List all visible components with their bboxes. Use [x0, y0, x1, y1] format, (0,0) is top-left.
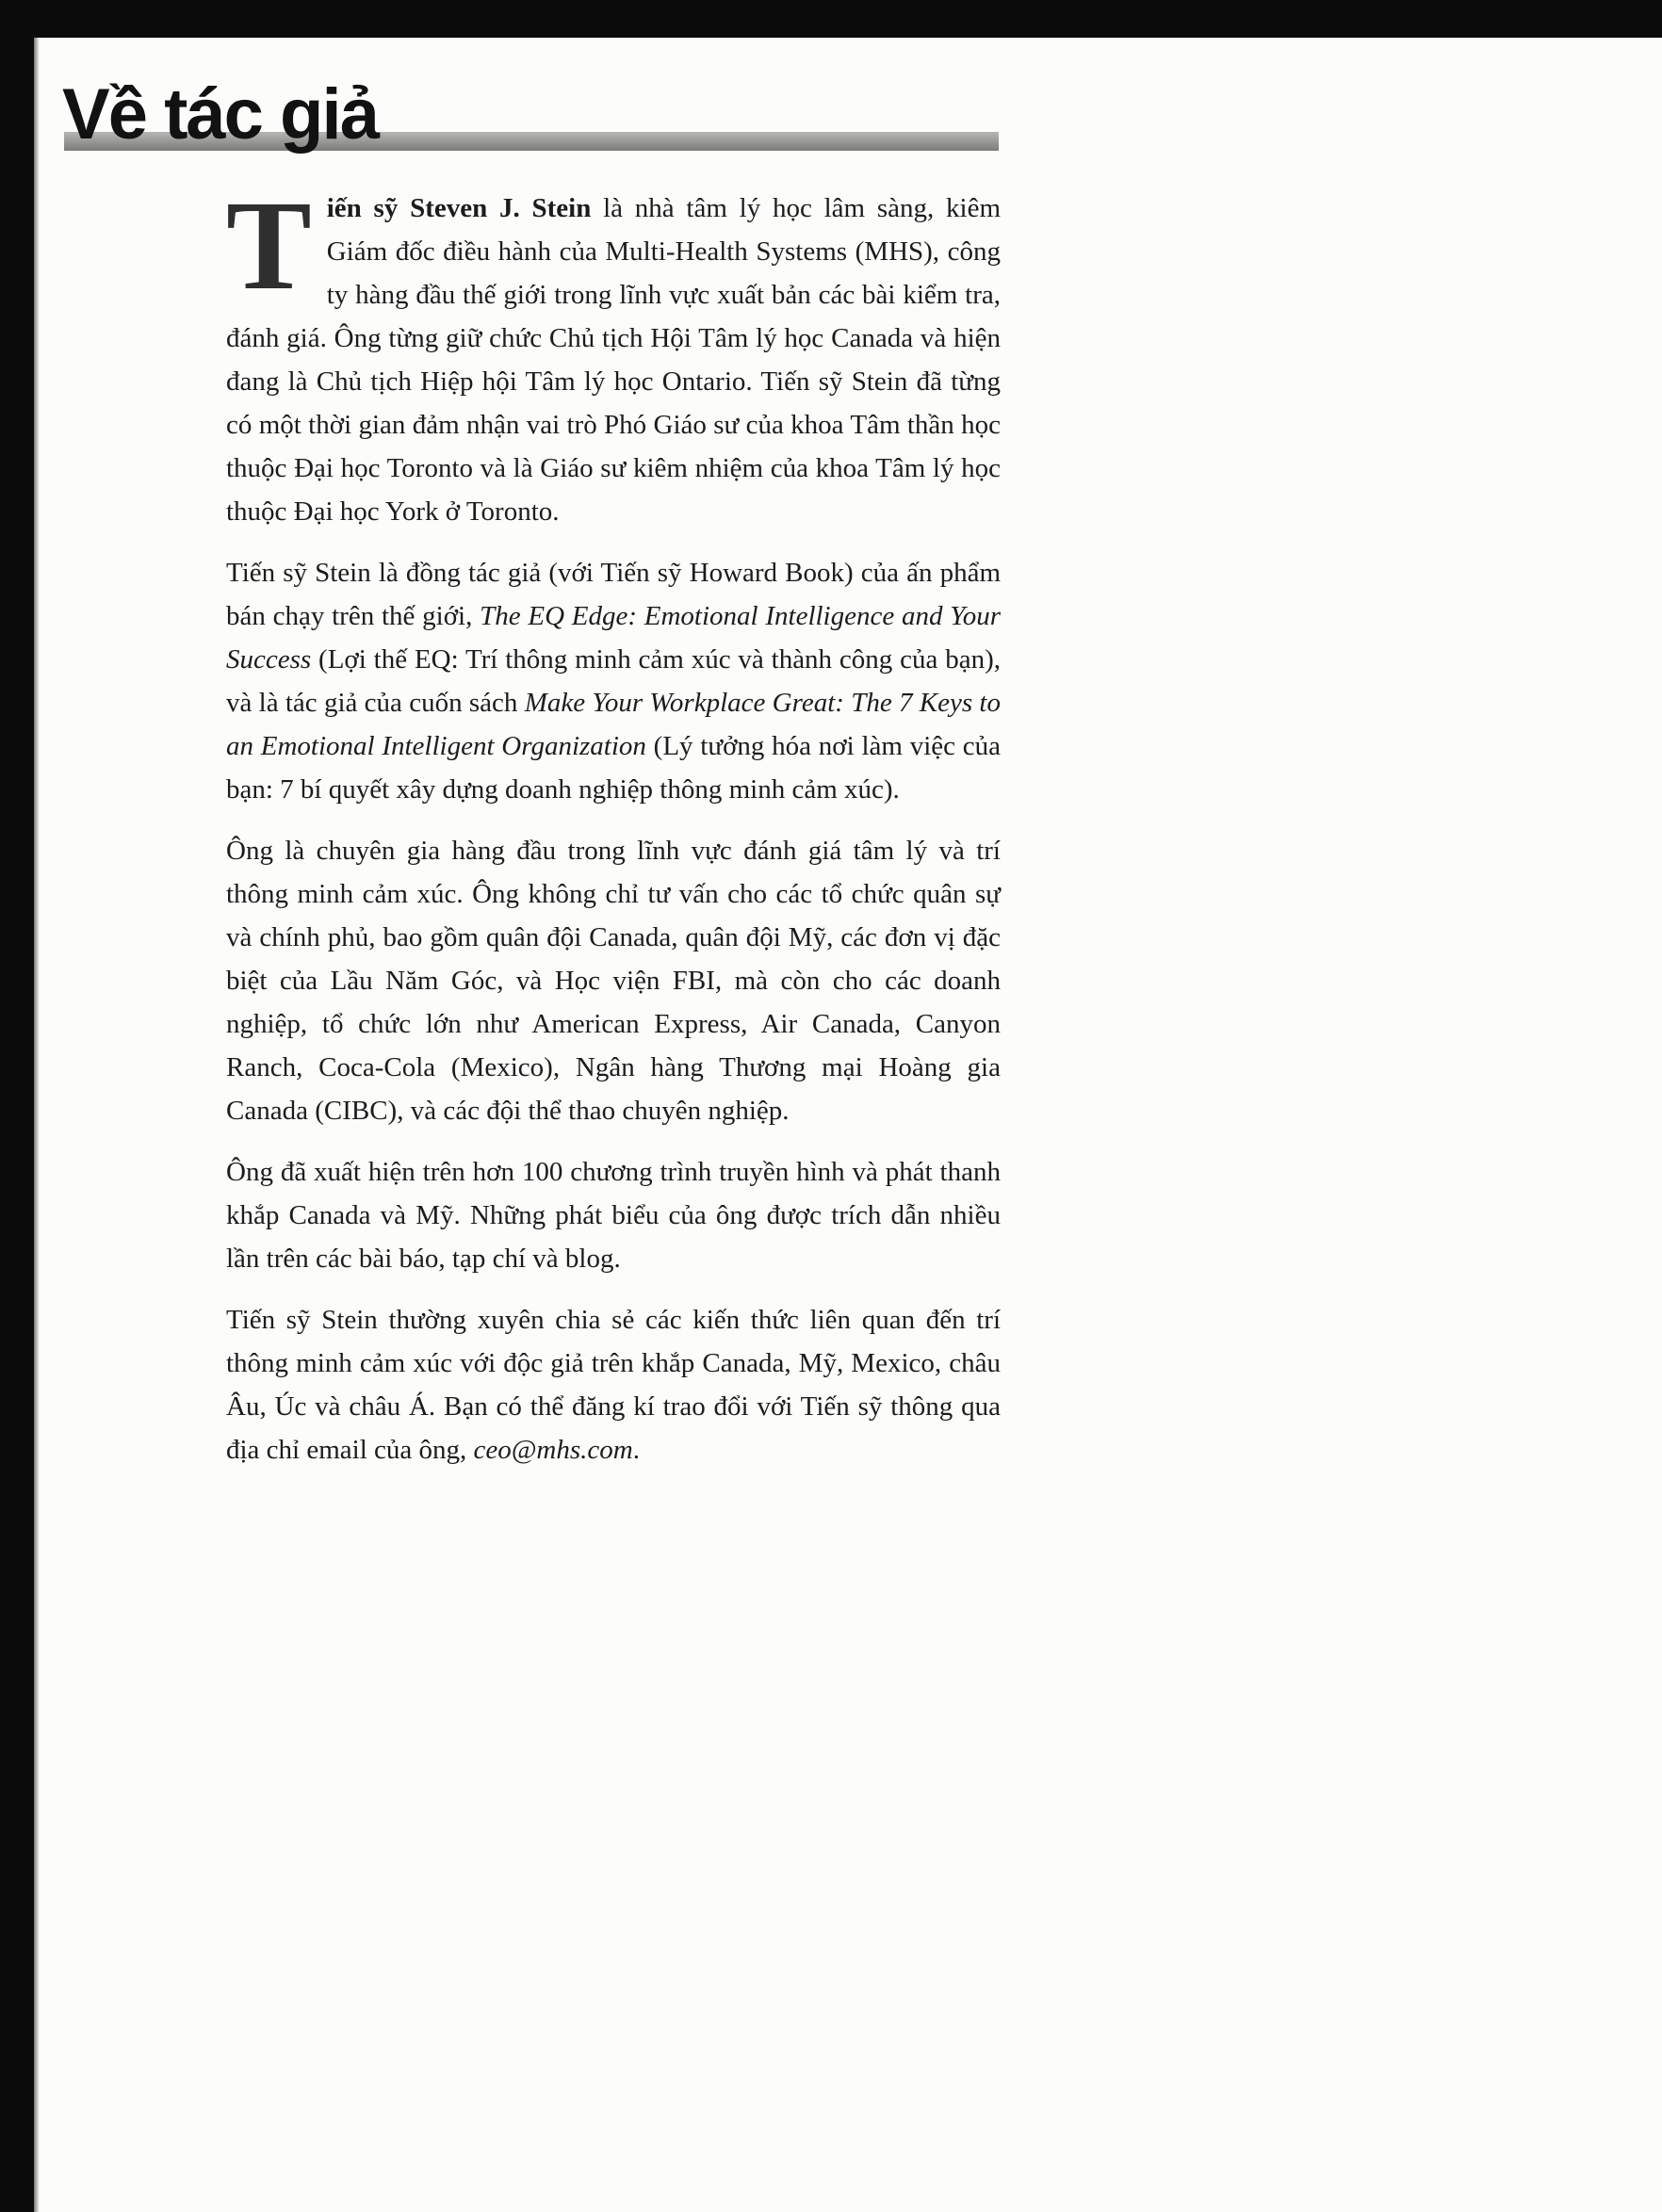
author-bio-text [226, 175, 1001, 1489]
paragraph-1 [226, 175, 1001, 533]
author-name-bold: iến sỹ Steven J. Stein [326, 193, 592, 223]
text-run: (Lợi thế EQ: Trí thông minh cảm xúc và thành công của bạn), và là tác giả của cuốn sách [226, 644, 1001, 718]
text-run: Tiến sỹ Stein là đồng tác giả (với Tiến sỹ Howard Book) của ấn phẩm bán chạy trên thế giới, [226, 558, 1001, 631]
text-run: là nhà tâm lý học lâm sàng, kiêm Giám đốc điều hành của Multi-Health Systems (MHS), công ty hàng đầu thế giới trong lĩnh vực xuất bản các bài kiểm tra, đánh giá. Ông từng giữ chức Chủ tịch Hội Tâm lý học Canada và hiện đang là Chủ tịch Hiệp hội Tâm lý học Ontario. Tiến sỹ Stein đã từng có một thời gian đảm nhận vai trò Phó Giáo sư của khoa Tâm thần học thuộc Đại học Toronto và là Giáo sư kiêm nhiệm của khoa Tâm lý học thuộc Đại học York ở Toronto. [226, 193, 1001, 527]
text-run: . [632, 1435, 640, 1465]
text-run: Ông đã xuất hiện trên hơn 100 chương trình truyền hình và phát thanh khắp Canada và Mỹ. Những phát biểu của ông được trích dẫn nhiều lần trên các bài báo, tạp chí và blog. [226, 1157, 1001, 1274]
book-title-workplace: Make Your Workplace Great: The 7 Keys to an Emotional Intelligent Organization [226, 688, 1001, 761]
text-run: (Lý tưởng hóa nơi làm việc của bạn: 7 bí quyết xây dựng doanh nghiệp thông minh cảm xúc). [226, 731, 1001, 805]
scan-edge-top [0, 0, 1662, 38]
scan-edge-left [0, 0, 34, 2212]
dropcap-letter: T [226, 175, 312, 317]
paragraph-3 [226, 829, 1001, 1132]
text-run: Tiến sỹ Stein thường xuyên chia sẻ các kiến thức liên quan đến trí thông minh cảm xúc với độc giả trên khắp Canada, Mỹ, Mexico, châu Âu, Úc và châu Á. Bạn có thể đăng kí trao đổi với Tiến sỹ thông qua địa chỉ email của ông, [226, 1305, 1001, 1465]
paragraph-2 [226, 551, 1001, 811]
paragraph-5 [226, 1298, 1001, 1472]
paragraph-4 [226, 1150, 1001, 1280]
email-address: ceo@mhs.com [473, 1435, 633, 1465]
text-run: Ông là chuyên gia hàng đầu trong lĩnh vực đánh giá tâm lý và trí thông minh cảm xúc. Ông không chỉ tư vấn cho các tổ chức quân sự và chính phủ, bao gồm quân đội Canada, quân đội Mỹ, các đơn vị đặc biệt của Lầu Năm Góc, và Học viện FBI, mà còn cho các doanh nghiệp, tổ chức lớn như American Express, Air Canada, Canyon Ranch, Coca-Cola (Mexico), Ngân hàng Thương mại Hoàng gia Canada (CIBC), và các đội thể thao chuyên nghiệp. [226, 836, 1001, 1126]
chapter-header [62, 74, 1004, 183]
book-title-eq-edge: The EQ Edge: Emotional Intelligence and Your Success [226, 601, 1001, 675]
page-title: Về tác giả [62, 74, 378, 155]
